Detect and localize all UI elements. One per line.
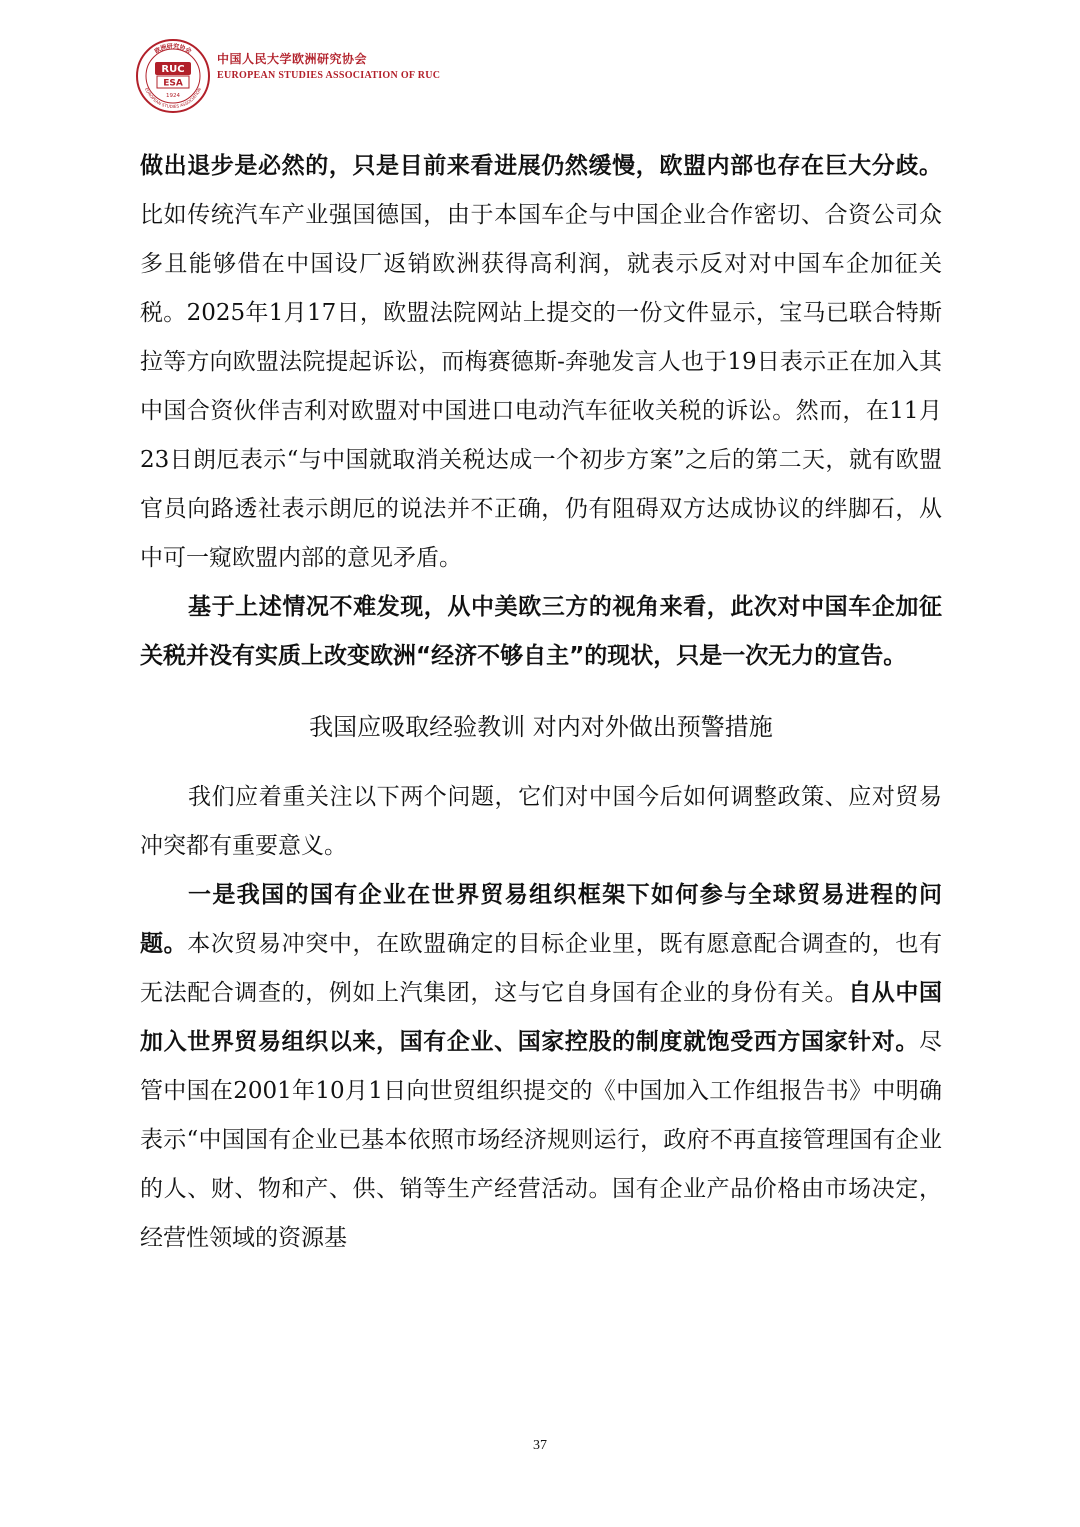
paragraph-4-text-b: 尽管中国在2001年10月1日向世贸组织提交的《中国加入工作组报告书》中明确表示“中国国有企业已基本依照市场经济规则运行，政府不再直接管理国有企业的人、财、物和产、供、销等生产经营活动。国有企业产品价格由市场决定，经营性领域的资源基 <box>140 1029 942 1251</box>
paragraph-4 <box>140 871 942 1263</box>
paragraph-1 <box>140 142 942 583</box>
paragraph-3: 我们应着重关注以下两个问题，它们对中国今后如何调整政策、应对贸易冲突都有重要意义。 <box>140 784 942 859</box>
paragraph-4-bold-a: 一是我国的国有企业在世界贸易组织框架下如何参与全球贸易进程的问题。 <box>140 882 942 957</box>
paragraph-1-text: 比如传统汽车产业强国德国，由于本国车企与中国企业合作密切、合资公司众多且能够借在中国设厂返销欧洲获得高利润，就表示反对对中国车企加征关税。2025年1月17日，欧盟法院网站上提交的一份文件显示，宝马已联合特斯拉等方向欧盟法院提起诉讼，而梅赛德斯-奔驰发言人也于19日表示正在加入其中国合资伙伴吉利对欧盟对中国进口电动汽车征收关税的诉讼。然而，在11月23日朗厄表示“与中国就取消关税达成一个初步方案”之后的第二天，就有欧盟官员向路透社表示朗厄的说法并不正确，仍有阻碍双方达成协议的绊脚石，从中可一窥欧盟内部的意见矛盾。 <box>140 202 942 571</box>
section-title: 我国应吸取经验教训 对内对外做出预警措施 <box>309 713 773 741</box>
org-name-english: EUROPEAN STUDIES ASSOCIATION OF RUC <box>217 70 441 81</box>
paragraph-4-bold-b: 自从中国加入世界贸易组织以来，国有企业、国家控股的制度就饱受西方国家针对。 <box>140 980 943 1055</box>
logo-ruc-text: RUC <box>161 64 185 75</box>
article-body <box>140 142 942 1263</box>
paragraph-2: 基于上述情况不难发现，从中美欧三方的视角来看，此次对中国车企加征关税并没有实质上改变欧洲“经济不够自主”的现状，只是一次无力的宣告。 <box>140 594 942 669</box>
page-header <box>135 38 835 118</box>
logo-ring-top-text: 欧洲研究协会 <box>153 42 193 56</box>
org-name-chinese: 中国人民大学欧洲研究协会 <box>217 52 368 66</box>
page-number: 37 <box>533 1438 547 1453</box>
paragraph-1-bold: 做出退步是必然的，只是目前来看进展仍然缓慢，欧盟内部也存在巨大分歧。 <box>140 153 942 179</box>
paragraph-4-text-a: 本次贸易冲突中，在欧盟确定的目标企业里，既有愿意配合调查的，也有无法配合调查的，例如上汽集团，这与它自身国有企业的身份有关。 <box>140 931 943 1006</box>
logo-ring-bottom-text: EUROPEAN STUDIES ASSOCIATION <box>143 86 203 110</box>
association-logo-icon <box>135 38 211 114</box>
logo-year-text: 1924 <box>166 93 180 99</box>
logo-esa-text: ESA <box>163 78 183 89</box>
